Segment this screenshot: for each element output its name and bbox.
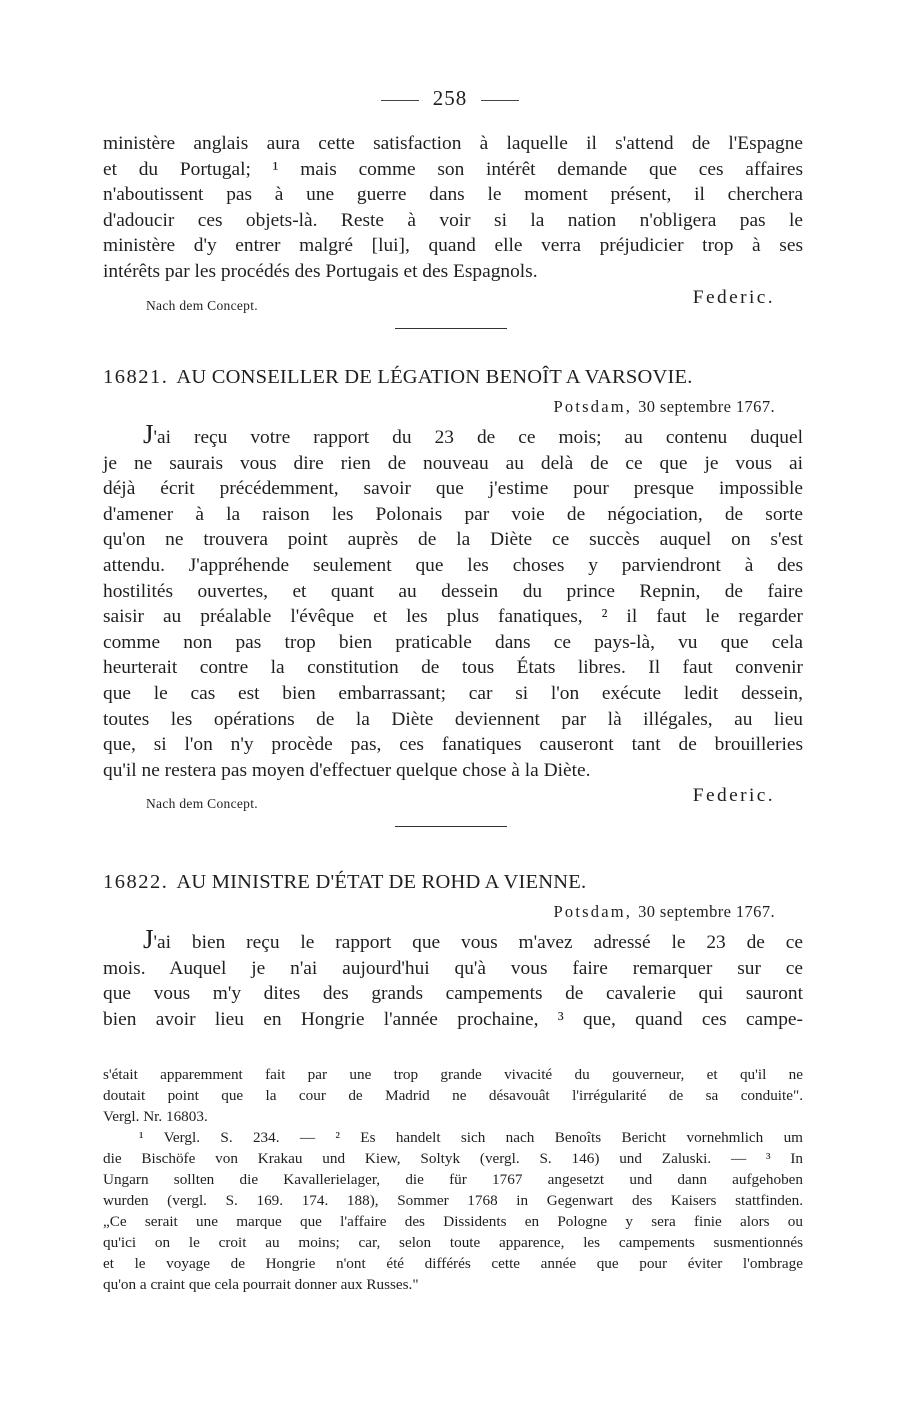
text-line: comme non pas trop bien praticable dans ce pays-là, vu que cela <box>103 631 803 653</box>
letter-title: AU MINISTRE D'ÉTAT DE ROHD A VIENNE. <box>176 871 587 893</box>
text-line: ministère anglais aura cette satisfaction à laquelle il s'attend de l'Espagne <box>103 133 803 154</box>
text-line: saisir au préalable l'évêque et les plus fanatiques, ² il faut le regarder <box>103 606 803 628</box>
footnote-line: „Ce serait une marque que l'affaire des Dissidents en Pologne y sera finie alors ou <box>103 1213 803 1230</box>
dateline <box>554 397 775 417</box>
text-line: J'ai reçu votre rapport du 23 de ce mois; au contenu duquel <box>143 419 803 449</box>
text-line: hostilités ouvertes, et quant au dessein du prince Repnin, de faire <box>103 580 803 602</box>
footnote-line: ¹ Vergl. S. 234. — ² Es handelt sich nach Benoîts Bericht vornehmlich um <box>139 1129 803 1146</box>
dateline <box>554 902 775 922</box>
footnote-line: wurden (vergl. S. 169. 174. 188), Sommer 1768 in Gegenwart des Kaisers stattfinden. <box>103 1192 803 1209</box>
text-line: qu'il ne restera pas moyen d'effectuer quelque chose à la Diète. <box>103 759 591 781</box>
text-line: que vous m'y dites des grands campements de cavalerie qui sauront <box>103 983 803 1005</box>
footnote-line: et le voyage de Hongrie n'ont été différés cette année que pour éviter l'ombrage <box>103 1255 803 1272</box>
source-note: Nach dem Concept. <box>146 796 258 812</box>
text-line: que le cas est bien embarrassant; car si l'on exécute ledit dessein, <box>103 682 803 704</box>
signature: Federic. <box>692 785 775 807</box>
footnote-line: Vergl. Nr. 16803. <box>103 1108 208 1125</box>
signature-row <box>103 285 803 313</box>
text-line: intérêts par les procédés des Portugais et des Espagnols. <box>103 260 538 282</box>
letter-body <box>103 924 803 1032</box>
text-line: d'amener à la raison les Polonais par voie de négociation, de sorte <box>103 503 803 525</box>
footnote-line: doutait point que la cour de Madrid ne désavouât l'irrégularité de sa conduite". <box>103 1087 803 1104</box>
text-line: qu'on ne trouvera point auprès de la Diète ce succès auquel on s'est <box>103 529 803 551</box>
dash-left <box>381 100 419 101</box>
text-line: ministère d'y entrer malgré [lui], quand elle verra préjudicier trop à ses <box>103 235 803 257</box>
text-line: toutes les opérations de la Diète deviennent par là illégales, au lieu <box>103 708 803 730</box>
text-line: et du Portugal; ¹ mais comme son intérêt demande que ces affaires <box>103 158 803 180</box>
text-line: d'adoucir ces objets-là. Reste à voir si la nation n'obligera pas le <box>103 209 803 231</box>
continuation-paragraph <box>103 131 803 313</box>
text-line: n'aboutissent pas à une guerre dans le moment présent, il cherchera <box>103 184 803 206</box>
source-note: Nach dem Concept. <box>146 297 258 313</box>
footnote-line: qu'on a craint que cela pourrait donner aux Russes." <box>103 1276 419 1293</box>
dateline-place: Potsdam, <box>553 902 633 921</box>
dash-right <box>481 100 519 101</box>
letter-heading <box>103 871 803 894</box>
footnote-line: Ungarn sollten die Kavallerielager, die für 1767 angesetzt und dann aufgehoben <box>103 1171 803 1188</box>
signature-row <box>103 783 803 811</box>
text-line: que, si l'on n'y procède pas, ces fanatiques causeront tant de brouilleries <box>103 734 803 756</box>
letter-body <box>103 419 803 812</box>
text-line: déjà écrit précédemment, savoir que j'estime pour presque impossible <box>103 478 803 500</box>
dateline-date: 30 septembre 1767. <box>638 397 775 416</box>
signature: Federic. <box>692 286 775 308</box>
text-line: heurterait contre la constitution de tous États libres. Il faut convenir <box>103 657 803 679</box>
separator-rule <box>395 826 507 827</box>
text-line: mois. Auquel je n'ai aujourd'hui qu'à vous faire remarquer sur ce <box>103 957 803 979</box>
text-line: je ne saurais vous dire rien de nouveau au delà de ce que je vous ai <box>103 452 803 474</box>
separator-rule <box>395 328 507 329</box>
text-line: attendu. J'appréhende seulement que les choses y parviendront à des <box>103 554 803 576</box>
letter-number: 16822. <box>103 871 169 893</box>
dateline-place: Potsdam, <box>553 397 633 416</box>
text-line: J'ai bien reçu le rapport que vous m'avez adressé le 23 de ce <box>143 924 803 954</box>
letter-heading <box>103 366 803 389</box>
initial-letter: J <box>143 924 154 954</box>
page-number: 258 <box>0 86 900 111</box>
footnote-line: qu'ici on le croit au moins; car, selon toute apparence, les campements susmentionnés <box>103 1234 803 1251</box>
footnote-line: s'était apparemment fait par une trop grande vivacité du gouverneur, et qu'il ne <box>103 1066 803 1083</box>
letter-number: 16821. <box>103 366 169 388</box>
text-line: bien avoir lieu en Hongrie l'année prochaine, ³ que, quand ces campe- <box>103 1008 803 1030</box>
footnotes <box>103 1064 803 1295</box>
letter-title: AU CONSEILLER DE LÉGATION BENOÎT A VARSOVIE. <box>176 366 693 388</box>
footnote-line: die Bischöfe von Krakau und Kiew, Soltyk (vergl. S. 146) und Zaluski. — ³ In <box>103 1150 803 1167</box>
dateline-date: 30 septembre 1767. <box>638 902 775 921</box>
initial-letter: J <box>143 419 154 449</box>
